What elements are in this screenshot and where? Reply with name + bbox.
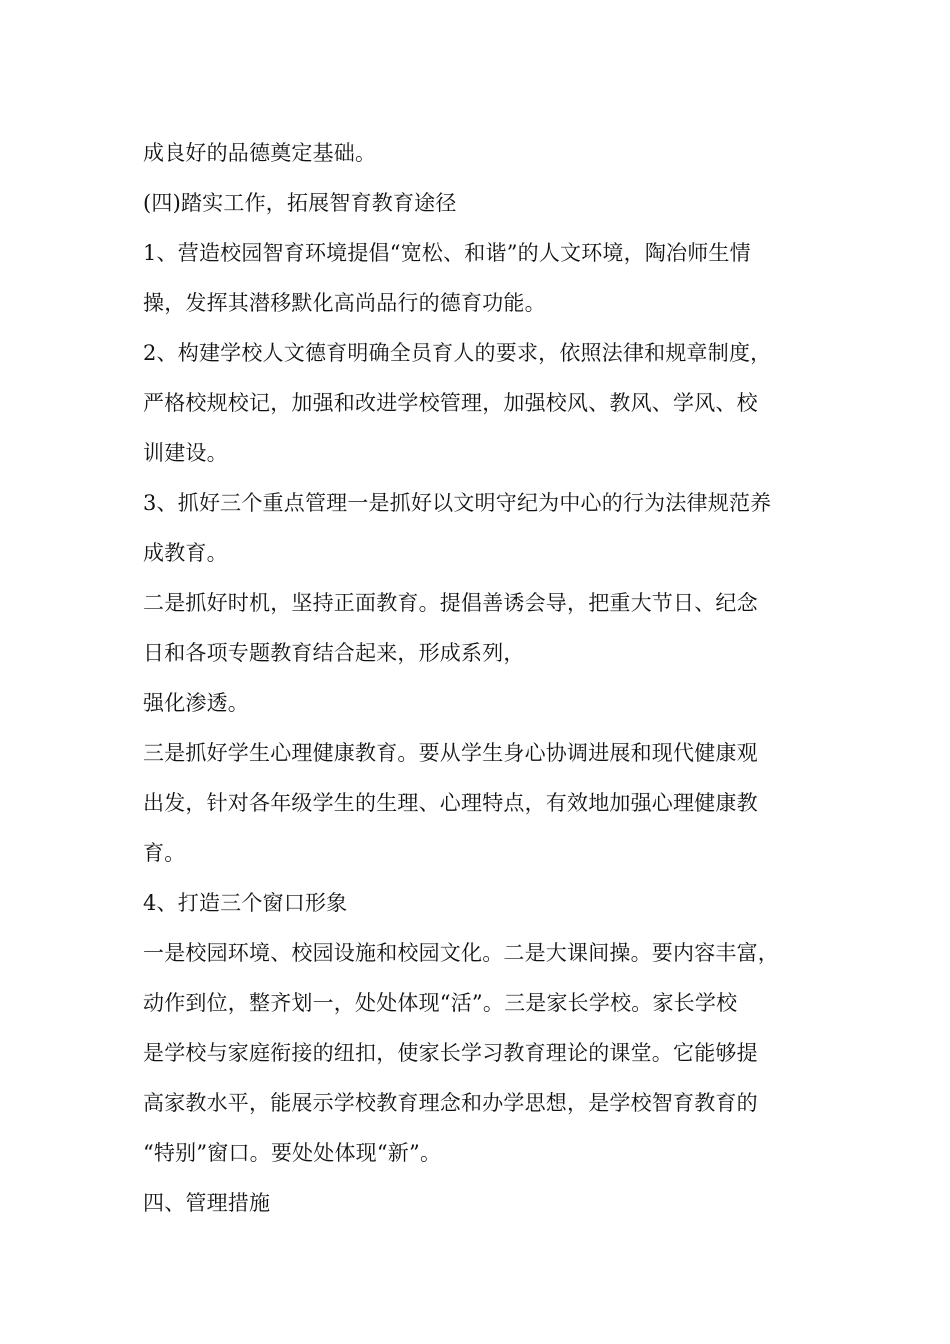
text-line: 2、构建学校人文德育明确全员育人的要求，依照法律和规章制度， <box>143 341 772 365</box>
text-line: 一是校园环境、校园设施和校园文化。二是大课间操。要内容丰富， <box>143 941 779 965</box>
text-line: 二是抓好时机，坚持正面教育。提倡善诱会导，把重大节日、纪念 <box>143 591 758 615</box>
text-line: 高家教水平，能展示学校教育理念和办学思想，是学校智育教育的 <box>143 1091 758 1115</box>
section-heading: 四、管理措施 <box>143 1191 271 1215</box>
text-line: “特别”窗口。要处处体现“新”。 <box>143 1141 442 1165</box>
document-body <box>143 128 823 1228</box>
text-line: 出发，针对各年级学生的生理、心理特点，有效地加强心理健康教 <box>143 791 758 815</box>
text-line: 三是抓好学生心理健康教育。要从学生身心协调进展和现代健康观 <box>143 741 758 765</box>
text-line: 成良好的品德奠定基础。 <box>143 141 377 165</box>
text-line: 日和各项专题教育结合起来，形成系列， <box>143 641 525 665</box>
section-heading: (四)踏实工作，拓展智育教育途径 <box>143 191 457 215</box>
text-line: 强化渗透。 <box>143 691 249 715</box>
text-line: 育。 <box>143 841 186 865</box>
text-line: 操，发挥其潜移默化高尚品行的德育功能。 <box>143 291 546 315</box>
text-line: 严格校规校记，加强和改进学校管理，加强校风、教风、学风、校 <box>143 391 758 415</box>
text-line: 动作到位，整齐划一，处处体现“活”。三是家长学校。家长学校 <box>143 991 738 1015</box>
text-line: 4、打造三个窗口形象 <box>143 891 348 915</box>
text-line: 是学校与家庭衔接的纽扣，使家长学习教育理论的课堂。它能够提 <box>143 1041 758 1065</box>
text-line: 训建设。 <box>143 441 228 465</box>
text-line: 成教育。 <box>143 541 228 565</box>
text-line: 1、营造校园智育环境提倡“宽松、和谐”的人文环境，陶冶师生情 <box>143 241 751 265</box>
text-line: 3、抓好三个重点管理一是抓好以文明守纪为中心的行为法律规范养 <box>143 491 772 515</box>
